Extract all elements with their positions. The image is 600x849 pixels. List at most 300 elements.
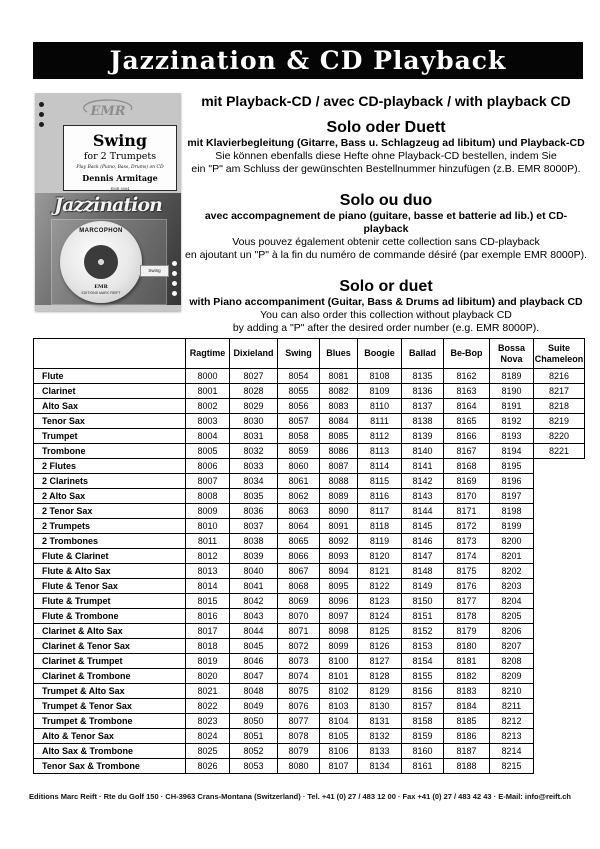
order-number-cell: 8063 bbox=[278, 504, 320, 519]
order-number-cell: 8146 bbox=[402, 534, 444, 549]
order-number-cell: 8122 bbox=[358, 579, 402, 594]
order-number-cell: 8202 bbox=[490, 564, 534, 579]
order-number-cell: 8201 bbox=[490, 549, 534, 564]
section-heading-english: Solo or duet bbox=[339, 278, 433, 295]
order-table-container bbox=[33, 338, 585, 774]
order-number-cell: 8018 bbox=[186, 639, 230, 654]
table-row bbox=[34, 549, 585, 564]
order-number-cell: 8185 bbox=[444, 714, 490, 729]
order-number-cell: 8014 bbox=[186, 579, 230, 594]
cd-title-label: Swing bbox=[140, 265, 169, 277]
order-number-cell: 8142 bbox=[402, 474, 444, 489]
section-subheading-french: avec accompagnement de piano (guitare, basse et batterie ad lib.) et CD-playback bbox=[204, 210, 568, 235]
order-number-cell: 8070 bbox=[278, 609, 320, 624]
instrumentation-cell: Flute & Clarinet bbox=[34, 549, 186, 564]
order-number-cell: 8029 bbox=[230, 399, 278, 414]
order-number-cell: 8077 bbox=[278, 714, 320, 729]
order-number-cell: 8104 bbox=[320, 714, 358, 729]
order-number-cell: 8086 bbox=[320, 444, 358, 459]
order-number-cell: 8037 bbox=[230, 519, 278, 534]
section-subheading-english: with Piano accompaniment (Guitar, Bass & Drums ad libitum) and playback CD bbox=[189, 296, 583, 308]
order-number-cell: 8091 bbox=[320, 519, 358, 534]
order-number-cell: 8028 bbox=[230, 384, 278, 399]
order-number-cell: 8147 bbox=[402, 549, 444, 564]
order-number-cell: 8053 bbox=[230, 759, 278, 774]
order-number-cell: 8019 bbox=[186, 654, 230, 669]
empty-cell bbox=[534, 744, 585, 759]
order-number-cell: 8088 bbox=[320, 474, 358, 489]
order-number-cell: 8124 bbox=[358, 609, 402, 624]
empty-cell bbox=[534, 669, 585, 684]
cover-photo-area bbox=[35, 193, 181, 305]
series-title: Jazzination bbox=[54, 194, 162, 216]
emr-logo-text: EMR bbox=[90, 104, 126, 119]
order-number-cell: 8057 bbox=[278, 414, 320, 429]
order-number-cell: 8094 bbox=[320, 564, 358, 579]
order-number-cell: 8046 bbox=[230, 654, 278, 669]
catalog-table bbox=[33, 338, 585, 774]
order-number-cell: 8179 bbox=[444, 624, 490, 639]
order-number-cell: 8166 bbox=[444, 429, 490, 444]
order-number-cell: 8050 bbox=[230, 714, 278, 729]
section-german bbox=[185, 119, 587, 175]
order-number-cell: 8157 bbox=[402, 699, 444, 714]
order-number-cell: 8205 bbox=[490, 609, 534, 624]
order-number-cell: 8093 bbox=[320, 549, 358, 564]
order-number-cell: 8032 bbox=[230, 444, 278, 459]
order-number-cell: 8177 bbox=[444, 594, 490, 609]
table-row bbox=[34, 534, 585, 549]
column-header: Ballad bbox=[402, 339, 444, 369]
order-number-cell: 8061 bbox=[278, 474, 320, 489]
cover-code: EMR 8064 bbox=[110, 187, 130, 191]
order-number-cell: 8189 bbox=[490, 369, 534, 384]
order-number-cell: 8011 bbox=[186, 534, 230, 549]
order-number-cell: 8084 bbox=[320, 414, 358, 429]
order-number-cell: 8215 bbox=[490, 759, 534, 774]
order-number-cell: 8172 bbox=[444, 519, 490, 534]
empty-cell bbox=[534, 474, 585, 489]
instrumentation-cell: Alto Sax & Trombone bbox=[34, 744, 186, 759]
table-row bbox=[34, 624, 585, 639]
order-number-cell: 8100 bbox=[320, 654, 358, 669]
cd-brand-text: MARCOPHON bbox=[79, 228, 123, 234]
order-number-cell: 8039 bbox=[230, 549, 278, 564]
instrumentation-cell: Flute & Tenor Sax bbox=[34, 579, 186, 594]
order-number-cell: 8017 bbox=[186, 624, 230, 639]
order-number-cell: 8082 bbox=[320, 384, 358, 399]
table-row bbox=[34, 459, 585, 474]
instrumentation-cell: 2 Trombones bbox=[34, 534, 186, 549]
order-number-cell: 8034 bbox=[230, 474, 278, 489]
order-number-cell: 8110 bbox=[358, 399, 402, 414]
section-line: ein "P" am Schluss der gewünschten Bestellnummer hinzufügen (z.B. EMR 8000P). bbox=[191, 162, 581, 175]
order-number-cell: 8009 bbox=[186, 504, 230, 519]
instrumentation-cell: 2 Clarinets bbox=[34, 474, 186, 489]
order-number-cell: 8073 bbox=[278, 654, 320, 669]
order-number-cell: 8138 bbox=[402, 414, 444, 429]
order-number-cell: 8085 bbox=[320, 429, 358, 444]
order-number-cell: 8216 bbox=[534, 369, 585, 384]
order-number-cell: 8062 bbox=[278, 489, 320, 504]
order-number-cell: 8074 bbox=[278, 669, 320, 684]
order-number-cell: 8168 bbox=[444, 459, 490, 474]
order-number-cell: 8140 bbox=[402, 444, 444, 459]
emr-logo-icon bbox=[35, 99, 181, 126]
instrumentation-cell: Alto Sax bbox=[34, 399, 186, 414]
order-number-cell: 8127 bbox=[358, 654, 402, 669]
order-number-cell: 8161 bbox=[402, 759, 444, 774]
order-number-cell: 8167 bbox=[444, 444, 490, 459]
empty-cell bbox=[534, 549, 585, 564]
cover-title: Swing bbox=[92, 131, 148, 150]
order-number-cell: 8078 bbox=[278, 729, 320, 744]
order-number-cell: 8175 bbox=[444, 564, 490, 579]
order-number-cell: 8128 bbox=[358, 669, 402, 684]
order-number-cell: 8045 bbox=[230, 639, 278, 654]
instrumentation-cell: Clarinet & Alto Sax bbox=[34, 624, 186, 639]
order-number-cell: 8218 bbox=[534, 399, 585, 414]
table-row bbox=[34, 684, 585, 699]
order-number-cell: 8139 bbox=[402, 429, 444, 444]
order-number-cell: 8203 bbox=[490, 579, 534, 594]
table-row bbox=[34, 654, 585, 669]
order-number-cell: 8033 bbox=[230, 459, 278, 474]
instrumentation-cell: Tenor Sax & Trombone bbox=[34, 759, 186, 774]
order-number-cell: 8208 bbox=[490, 654, 534, 669]
order-number-cell: 8001 bbox=[186, 384, 230, 399]
column-header: Dixieland bbox=[230, 339, 278, 369]
order-number-cell: 8183 bbox=[444, 684, 490, 699]
table-row bbox=[34, 639, 585, 654]
table-row bbox=[34, 519, 585, 534]
order-number-cell: 8087 bbox=[320, 459, 358, 474]
table-row bbox=[34, 669, 585, 684]
order-number-cell: 8160 bbox=[402, 744, 444, 759]
order-number-cell: 8182 bbox=[444, 669, 490, 684]
order-number-cell: 8071 bbox=[278, 624, 320, 639]
order-number-cell: 8006 bbox=[186, 459, 230, 474]
order-number-cell: 8059 bbox=[278, 444, 320, 459]
table-row bbox=[34, 744, 585, 759]
album-cover bbox=[35, 93, 181, 311]
order-number-cell: 8072 bbox=[278, 639, 320, 654]
order-number-cell: 8178 bbox=[444, 609, 490, 624]
order-number-cell: 8165 bbox=[444, 414, 490, 429]
order-number-cell: 8064 bbox=[278, 519, 320, 534]
cover-note: Play Back (Piano, Bass, Drums) on CD bbox=[76, 165, 164, 170]
order-number-cell: 8005 bbox=[186, 444, 230, 459]
order-number-cell: 8198 bbox=[490, 504, 534, 519]
column-header: Suite Chameleon bbox=[534, 339, 585, 369]
order-number-cell: 8149 bbox=[402, 579, 444, 594]
order-number-cell: 8148 bbox=[402, 564, 444, 579]
order-number-cell: 8180 bbox=[444, 639, 490, 654]
order-number-cell: 8159 bbox=[402, 729, 444, 744]
column-header bbox=[34, 339, 186, 369]
order-number-cell: 8171 bbox=[444, 504, 490, 519]
order-number-cell: 8194 bbox=[490, 444, 534, 459]
empty-cell bbox=[534, 489, 585, 504]
table-row bbox=[34, 699, 585, 714]
order-number-cell: 8213 bbox=[490, 729, 534, 744]
order-number-cell: 8042 bbox=[230, 594, 278, 609]
instrumentation-cell: Clarinet & Tenor Sax bbox=[34, 639, 186, 654]
instrumentation-cell: Tenor Sax bbox=[34, 414, 186, 429]
cd-emr-text: EMR bbox=[94, 284, 108, 290]
section-line: Sie können ebenfalls diese Hefte ohne Playback-CD bestellen, indem Sie bbox=[215, 150, 557, 162]
order-number-cell: 8036 bbox=[230, 504, 278, 519]
order-number-cell: 8044 bbox=[230, 624, 278, 639]
order-number-cell: 8047 bbox=[230, 669, 278, 684]
order-number-cell: 8207 bbox=[490, 639, 534, 654]
order-number-cell: 8021 bbox=[186, 684, 230, 699]
order-number-cell: 8132 bbox=[358, 729, 402, 744]
instrumentation-cell: 2 Alto Sax bbox=[34, 489, 186, 504]
order-number-cell: 8193 bbox=[490, 429, 534, 444]
order-number-cell: 8214 bbox=[490, 744, 534, 759]
order-number-cell: 8162 bbox=[444, 369, 490, 384]
order-number-cell: 8015 bbox=[186, 594, 230, 609]
order-number-cell: 8125 bbox=[358, 624, 402, 639]
order-number-cell: 8099 bbox=[320, 639, 358, 654]
order-number-cell: 8119 bbox=[358, 534, 402, 549]
order-number-cell: 8188 bbox=[444, 759, 490, 774]
order-number-cell: 8195 bbox=[490, 459, 534, 474]
section-line: by adding a "P" after the desired order number (e.g. EMR 8000P). bbox=[232, 321, 540, 334]
order-number-cell: 8133 bbox=[358, 744, 402, 759]
order-number-cell: 8199 bbox=[490, 519, 534, 534]
table-row bbox=[34, 429, 585, 444]
table-row bbox=[34, 504, 585, 519]
order-number-cell: 8130 bbox=[358, 699, 402, 714]
table-row bbox=[34, 579, 585, 594]
order-number-cell: 8026 bbox=[186, 759, 230, 774]
order-number-cell: 8209 bbox=[490, 669, 534, 684]
empty-cell bbox=[534, 534, 585, 549]
section-line: Vous pouvez également obtenir cette collection sans CD-playback bbox=[232, 236, 540, 248]
order-number-cell: 8096 bbox=[320, 594, 358, 609]
page-title: Jazzination & CD Playback bbox=[33, 42, 583, 79]
order-number-cell: 8052 bbox=[230, 744, 278, 759]
section-line: You can also order this collection without playback CD bbox=[260, 309, 512, 321]
intro-block bbox=[185, 93, 587, 334]
order-number-cell: 8155 bbox=[402, 669, 444, 684]
instrumentation-cell: Trumpet & Trombone bbox=[34, 714, 186, 729]
order-number-cell: 8113 bbox=[358, 444, 402, 459]
order-number-cell: 8105 bbox=[320, 729, 358, 744]
order-number-cell: 8027 bbox=[230, 369, 278, 384]
order-number-cell: 8097 bbox=[320, 609, 358, 624]
table-row bbox=[34, 369, 585, 384]
cover-author: Dennis Armitage bbox=[82, 173, 158, 183]
order-number-cell: 8075 bbox=[278, 684, 320, 699]
table-row bbox=[34, 399, 585, 414]
order-number-cell: 8031 bbox=[230, 429, 278, 444]
order-number-cell: 8054 bbox=[278, 369, 320, 384]
order-number-cell: 8056 bbox=[278, 399, 320, 414]
order-number-cell: 8051 bbox=[230, 729, 278, 744]
cd-editions-text: EDITIONS MARC REIFT bbox=[81, 291, 121, 295]
order-number-cell: 8055 bbox=[278, 384, 320, 399]
order-number-cell: 8131 bbox=[358, 714, 402, 729]
table-row bbox=[34, 729, 585, 744]
empty-cell bbox=[534, 579, 585, 594]
order-number-cell: 8043 bbox=[230, 609, 278, 624]
section-subheading-german: mit Klavierbegleitung (Gitarre, Bass u. Schlagzeug ad libitum) und Playback-CD bbox=[187, 137, 585, 149]
instrumentation-cell: Flute & Trumpet bbox=[34, 594, 186, 609]
order-number-cell: 8068 bbox=[278, 579, 320, 594]
order-number-cell: 8098 bbox=[320, 624, 358, 639]
order-number-cell: 8012 bbox=[186, 549, 230, 564]
table-row bbox=[34, 414, 585, 429]
empty-cell bbox=[534, 504, 585, 519]
instrumentation-cell: 2 Flutes bbox=[34, 459, 186, 474]
order-number-cell: 8090 bbox=[320, 504, 358, 519]
order-number-cell: 8184 bbox=[444, 699, 490, 714]
order-number-cell: 8013 bbox=[186, 564, 230, 579]
instrumentation-cell: Flute & Trombone bbox=[34, 609, 186, 624]
empty-cell bbox=[534, 699, 585, 714]
order-number-cell: 8030 bbox=[230, 414, 278, 429]
order-number-cell: 8066 bbox=[278, 549, 320, 564]
order-number-cell: 8079 bbox=[278, 744, 320, 759]
order-number-cell: 8210 bbox=[490, 684, 534, 699]
cover-subtitle: for 2 Trumpets bbox=[83, 151, 157, 162]
order-number-cell: 8206 bbox=[490, 624, 534, 639]
order-number-cell: 8144 bbox=[402, 504, 444, 519]
section-heading-french: Solo ou duo bbox=[339, 192, 433, 209]
order-number-cell: 8041 bbox=[230, 579, 278, 594]
order-number-cell: 8081 bbox=[320, 369, 358, 384]
order-number-cell: 8141 bbox=[402, 459, 444, 474]
cover-title-box bbox=[63, 125, 177, 191]
order-number-cell: 8083 bbox=[320, 399, 358, 414]
empty-cell bbox=[534, 639, 585, 654]
table-row bbox=[34, 384, 585, 399]
column-header: Be-Bop bbox=[444, 339, 490, 369]
section-line: en ajoutant un "P" à la fin du numéro de commande désiré (par exemple EMR 8000P). bbox=[185, 248, 588, 261]
section-heading-german: Solo oder Duett bbox=[326, 119, 446, 136]
order-number-cell: 8010 bbox=[186, 519, 230, 534]
order-number-cell: 8092 bbox=[320, 534, 358, 549]
instrumentation-cell: Flute bbox=[34, 369, 186, 384]
order-number-cell: 8116 bbox=[358, 489, 402, 504]
order-number-cell: 8003 bbox=[186, 414, 230, 429]
empty-cell bbox=[534, 459, 585, 474]
order-number-cell: 8007 bbox=[186, 474, 230, 489]
order-number-cell: 8123 bbox=[358, 594, 402, 609]
order-number-cell: 8080 bbox=[278, 759, 320, 774]
column-header: Bossa Nova bbox=[490, 339, 534, 369]
empty-cell bbox=[534, 594, 585, 609]
order-number-cell: 8126 bbox=[358, 639, 402, 654]
publisher-footer: Editions Marc Reift · Rte du Golf 150 · CH-3963 Crans-Montana (Switzerland) · Tel. +41 (0) 27 / 483 12 00 · Fax +41 (0) 27 / 483 42 43 · E-Mail: info@reift.ch bbox=[29, 792, 571, 801]
order-number-cell: 8187 bbox=[444, 744, 490, 759]
order-number-cell: 8022 bbox=[186, 699, 230, 714]
cd-disc bbox=[60, 221, 142, 303]
table-row bbox=[34, 444, 585, 459]
order-number-cell: 8190 bbox=[490, 384, 534, 399]
table-row bbox=[34, 564, 585, 579]
order-number-cell: 8115 bbox=[358, 474, 402, 489]
section-french bbox=[185, 192, 587, 261]
order-number-cell: 8121 bbox=[358, 564, 402, 579]
empty-cell bbox=[534, 654, 585, 669]
order-number-cell: 8154 bbox=[402, 654, 444, 669]
order-number-cell: 8109 bbox=[358, 384, 402, 399]
instrumentation-cell: Trumpet & Tenor Sax bbox=[34, 699, 186, 714]
order-number-cell: 8151 bbox=[402, 609, 444, 624]
order-number-cell: 8174 bbox=[444, 549, 490, 564]
order-number-cell: 8000 bbox=[186, 369, 230, 384]
order-number-cell: 8217 bbox=[534, 384, 585, 399]
order-number-cell: 8002 bbox=[186, 399, 230, 414]
order-number-cell: 8106 bbox=[320, 744, 358, 759]
binding-dots-right bbox=[172, 261, 177, 301]
order-number-cell: 8120 bbox=[358, 549, 402, 564]
order-number-cell: 8211 bbox=[490, 699, 534, 714]
column-header: Ragtime bbox=[186, 339, 230, 369]
order-number-cell: 8164 bbox=[444, 399, 490, 414]
empty-cell bbox=[534, 759, 585, 774]
header-row bbox=[34, 339, 585, 369]
empty-cell bbox=[534, 519, 585, 534]
order-number-cell: 8150 bbox=[402, 594, 444, 609]
order-number-cell: 8192 bbox=[490, 414, 534, 429]
empty-cell bbox=[534, 684, 585, 699]
order-number-cell: 8114 bbox=[358, 459, 402, 474]
instrumentation-cell: Clarinet bbox=[34, 384, 186, 399]
order-number-cell: 8024 bbox=[186, 729, 230, 744]
order-number-cell: 8060 bbox=[278, 459, 320, 474]
order-number-cell: 8212 bbox=[490, 714, 534, 729]
order-number-cell: 8129 bbox=[358, 684, 402, 699]
instrumentation-cell: Flute & Alto Sax bbox=[34, 564, 186, 579]
order-number-cell: 8118 bbox=[358, 519, 402, 534]
empty-cell bbox=[534, 609, 585, 624]
order-number-cell: 8023 bbox=[186, 714, 230, 729]
instrumentation-cell: Trombone bbox=[34, 444, 186, 459]
order-number-cell: 8221 bbox=[534, 444, 585, 459]
order-number-cell: 8204 bbox=[490, 594, 534, 609]
table-row bbox=[34, 609, 585, 624]
order-number-cell: 8004 bbox=[186, 429, 230, 444]
order-number-cell: 8156 bbox=[402, 684, 444, 699]
order-number-cell: 8145 bbox=[402, 519, 444, 534]
order-number-cell: 8136 bbox=[402, 384, 444, 399]
order-number-cell: 8107 bbox=[320, 759, 358, 774]
order-number-cell: 8137 bbox=[402, 399, 444, 414]
order-number-cell: 8191 bbox=[490, 399, 534, 414]
empty-cell bbox=[534, 729, 585, 744]
instrumentation-cell: Trumpet bbox=[34, 429, 186, 444]
order-number-cell: 8135 bbox=[402, 369, 444, 384]
order-number-cell: 8076 bbox=[278, 699, 320, 714]
order-number-cell: 8058 bbox=[278, 429, 320, 444]
table-row bbox=[34, 474, 585, 489]
order-number-cell: 8220 bbox=[534, 429, 585, 444]
order-number-cell: 8069 bbox=[278, 594, 320, 609]
section-english bbox=[185, 278, 587, 334]
order-number-cell: 8101 bbox=[320, 669, 358, 684]
order-number-cell: 8219 bbox=[534, 414, 585, 429]
order-number-cell: 8170 bbox=[444, 489, 490, 504]
order-number-cell: 8067 bbox=[278, 564, 320, 579]
table-row bbox=[34, 759, 585, 774]
order-number-cell: 8103 bbox=[320, 699, 358, 714]
column-header: Swing bbox=[278, 339, 320, 369]
